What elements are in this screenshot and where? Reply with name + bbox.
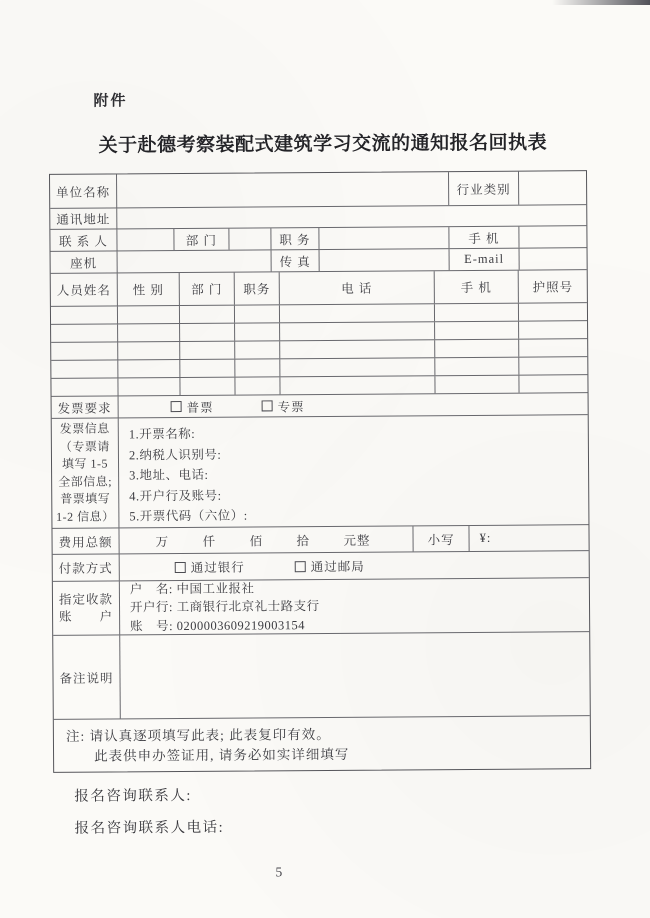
option-general-invoice <box>171 397 214 415</box>
unit-name-label: 单位名称 <box>50 174 117 207</box>
invoice-info-item: 3.地址、电话: <box>129 468 209 483</box>
empty-cell <box>435 340 519 358</box>
empty-cell <box>235 341 280 358</box>
option-via-bank <box>175 558 245 576</box>
empty-cell <box>280 340 435 358</box>
personnel-gender-header: 性 别 <box>118 273 180 305</box>
note-text <box>54 716 590 772</box>
mobile-label: 手 机 <box>449 227 519 248</box>
personnel-name-header: 人员姓名 <box>51 273 118 305</box>
invoice-requirement-label: 发票要求 <box>52 396 119 417</box>
empty-cell <box>118 306 180 323</box>
page-title: 关于赴德考察装配式建筑学习交流的通知报名回执表 <box>98 132 548 157</box>
empty-cell <box>118 324 180 341</box>
fax-label: 传 真 <box>272 250 320 271</box>
empty-cell <box>280 358 435 376</box>
landline-value-cell <box>118 250 272 272</box>
row-total-amount <box>52 525 588 555</box>
unit-name-value-cell <box>117 172 449 207</box>
personnel-phone-header: 电 话 <box>280 271 435 304</box>
amount-unit: 拾 <box>296 533 311 548</box>
contact-value-cell <box>117 229 174 250</box>
personnel-header-row <box>51 270 587 307</box>
empty-cell <box>235 359 280 376</box>
empty-cell <box>118 342 180 359</box>
invoice-requirement-options <box>119 393 588 417</box>
row-account <box>53 578 589 636</box>
landline-label: 座机 <box>51 251 118 272</box>
empty-cell <box>435 322 519 340</box>
email-label: E-mail <box>450 249 520 270</box>
empty-cell <box>51 360 118 377</box>
account-label <box>53 581 120 634</box>
empty-cell <box>280 376 435 394</box>
option-label: 专票 <box>277 399 305 414</box>
empty-cell <box>180 378 235 395</box>
row-note <box>54 716 590 772</box>
amount-unit: 元整 <box>343 533 371 548</box>
payment-method-options <box>120 551 589 580</box>
attachment-label: 附件 <box>93 92 128 110</box>
invoice-info-item: 2.纳税人识别号: <box>128 447 222 462</box>
account-holder-line: 户 名: 中国工业报社 <box>129 581 255 597</box>
option-special-invoice <box>262 397 305 415</box>
contact-label: 联 系 人 <box>50 229 117 250</box>
invoice-info-label-line: 全部信息; <box>58 473 113 489</box>
amount-unit: 万 <box>155 534 170 549</box>
fax-value-cell <box>320 249 450 271</box>
row-payment-method <box>53 551 589 582</box>
personnel-mobile-header: 手 机 <box>435 271 519 304</box>
address-label: 通讯地址 <box>50 208 117 228</box>
personnel-position-header: 职务 <box>235 272 280 304</box>
footer-contact-line: 报名咨询联系人: <box>74 787 192 805</box>
invoice-info-label-line: 填写 1-5 <box>61 456 109 471</box>
empty-cell <box>180 342 235 359</box>
account-details <box>120 578 589 634</box>
empty-cell <box>51 324 118 341</box>
account-label-line: 账 户 <box>59 608 114 624</box>
footer-contact-phone-line: 报名咨询联系人电话: <box>74 819 225 837</box>
checkbox-icon <box>295 561 306 572</box>
industry-value-cell <box>519 171 586 204</box>
option-label: 通过银行 <box>190 560 245 575</box>
invoice-info-label <box>52 418 120 527</box>
empty-cell <box>519 303 587 320</box>
total-amount-units <box>119 526 413 553</box>
empty-cell <box>435 376 519 394</box>
option-label: 普票 <box>186 400 214 415</box>
empty-cell <box>519 375 587 392</box>
amount-unit: 仟 <box>202 534 217 549</box>
empty-cell <box>51 306 118 323</box>
address-value-cell <box>117 205 586 228</box>
note-line-1: 注: 请认真逐项填写此表; 此表复印有效。 <box>65 726 331 744</box>
account-label-line: 指定收款 <box>58 591 114 607</box>
small-amount-label: 小写 <box>413 526 469 551</box>
empty-cell <box>118 378 180 395</box>
account-bank-line: 开户行: 工商银行北京礼士路支行 <box>129 599 320 615</box>
position-label: 职 务 <box>271 228 319 249</box>
invoice-info-label-line: （专票请 <box>59 439 110 454</box>
registration-form-table <box>49 170 591 773</box>
invoice-info-items <box>119 415 589 527</box>
empty-cell <box>435 304 519 322</box>
account-number-line: 账 号: 0200003609219003154 <box>130 617 306 634</box>
email-value-cell <box>520 248 587 269</box>
invoice-info-label-line: 1-2 信息） <box>56 508 115 524</box>
empty-cell <box>235 305 280 322</box>
empty-cell <box>180 306 235 323</box>
empty-cell <box>280 304 435 322</box>
empty-cell <box>118 360 180 377</box>
position-value-cell <box>319 227 449 249</box>
checkbox-icon <box>171 401 182 412</box>
invoice-info-item: 5.开票代码（六位）: <box>129 508 248 524</box>
personnel-passport-header: 护照号 <box>532 280 574 295</box>
empty-cell <box>280 322 435 340</box>
empty-cell <box>519 357 587 374</box>
amount-unit: 佰 <box>249 533 264 549</box>
empty-cell <box>180 360 235 377</box>
note-line-2: 此表供申办签证用, 请务必如实详细填写 <box>94 746 350 764</box>
invoice-info-label-line: 普票填写 <box>60 491 111 506</box>
remarks-label: 备注说明 <box>53 635 121 718</box>
industry-label: 行业类别 <box>449 172 519 205</box>
mobile-value-cell <box>519 226 586 247</box>
empty-cell <box>180 324 235 341</box>
row-remarks <box>53 632 590 720</box>
invoice-info-item: 4.开户行及账号: <box>129 488 222 504</box>
invoice-info-item: 1.开票名称: <box>128 426 196 442</box>
empty-cell <box>235 377 280 394</box>
empty-cell <box>51 342 118 359</box>
total-amount-label: 费用总额 <box>52 528 119 553</box>
page-number: 5 <box>275 864 283 880</box>
row-invoice-info <box>52 415 589 529</box>
row-unit-name <box>50 171 586 209</box>
invoice-info-label-line: 发票信息 <box>59 421 110 436</box>
dept-label: 部 门 <box>174 229 229 250</box>
option-via-post <box>295 557 365 575</box>
empty-cell <box>435 358 519 376</box>
empty-cell <box>519 339 587 356</box>
checkbox-icon <box>175 561 186 572</box>
empty-cell <box>51 378 118 395</box>
small-amount-value-cell: ¥: <box>479 530 492 545</box>
checkbox-icon <box>262 400 273 411</box>
empty-cell <box>235 323 280 340</box>
option-label: 通过邮局 <box>310 559 365 575</box>
dept-value-cell <box>229 228 271 249</box>
personnel-dept-header: 部 门 <box>180 273 235 305</box>
payment-method-label: 付款方式 <box>53 554 120 580</box>
empty-cell <box>519 321 587 338</box>
remarks-value-cell <box>120 632 590 718</box>
